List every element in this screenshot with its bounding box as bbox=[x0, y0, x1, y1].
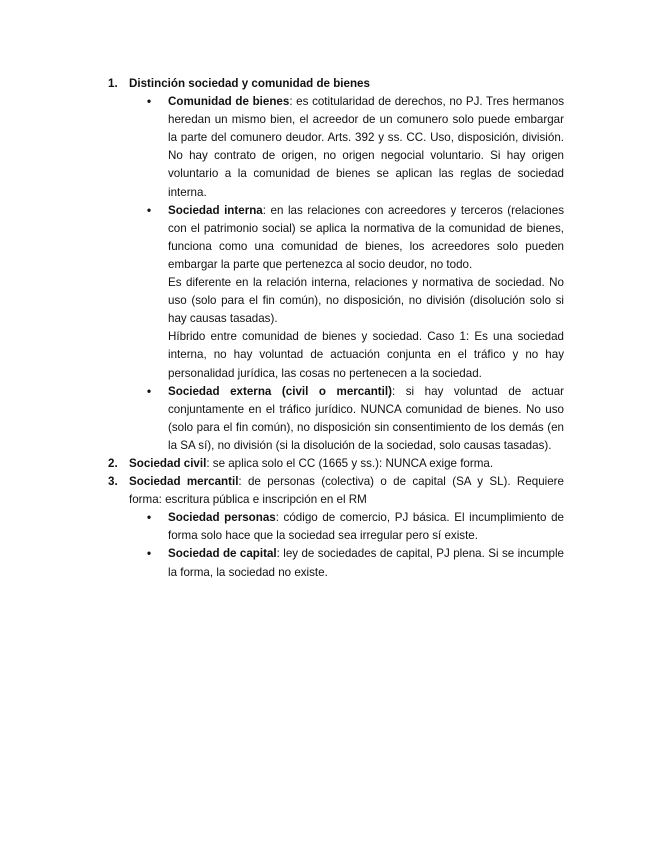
bullet-label: Comunidad de bienes bbox=[168, 95, 290, 109]
bullet-list bbox=[108, 93, 564, 455]
bullet-item-comunidad bbox=[108, 93, 564, 202]
section-title: Sociedad civil bbox=[129, 456, 207, 470]
bullet-text: : código de comercio, PJ básica. El incumplimiento de forma solo hace que la sociedad sea irregular pero sí existe. bbox=[168, 511, 564, 543]
list-number: 2. bbox=[108, 456, 118, 470]
bullet-item-sociedad-interna bbox=[108, 202, 564, 274]
list-item-1 bbox=[108, 75, 564, 93]
bullet-item-sociedad-externa bbox=[108, 383, 564, 455]
bullet-icon: • bbox=[147, 384, 152, 398]
section-text: : de personas (colectiva) o de capital (SA y SL). Requiere forma: escritura pública e inscripción en el RM bbox=[129, 475, 564, 507]
section-text: : se aplica solo el CC (1665 y ss.): NUNCA exige forma. bbox=[206, 456, 494, 470]
list-item-2 bbox=[108, 455, 564, 473]
bullet-label: Sociedad interna bbox=[168, 203, 263, 217]
bullet-label: Sociedad de capital bbox=[168, 547, 277, 561]
section-title: Distinción sociedad y comunidad de bienes bbox=[129, 77, 370, 90]
section-title: Sociedad mercantil bbox=[129, 475, 239, 489]
list-item-3 bbox=[108, 473, 564, 509]
bullet-list bbox=[108, 509, 564, 581]
bullet-item-sociedad-capital bbox=[108, 545, 564, 581]
bullet-icon: • bbox=[147, 511, 152, 525]
bullet-icon: • bbox=[147, 203, 152, 217]
bullet-text: : ley de sociedades de capital, PJ plena. Si se incumple la forma, la sociedad no existe. bbox=[168, 547, 564, 579]
bullet-text: : es cotitularidad de derechos, no PJ. Tres hermanos heredan un mismo bien, el acreedor de un comunero solo puede embargar la parte del comunero deudor. Arts. 392 y ss. CC. Uso, disposición, división. No hay contrato de origen, no origen negocial voluntario. Si hay origen voluntario a la comunidad de bienes se aplican las reglas de sociedad interna. bbox=[168, 95, 564, 199]
bullet-label: Sociedad externa (civil o mercantil) bbox=[168, 384, 392, 398]
list-number: 3. bbox=[108, 475, 118, 489]
bullet-label: Sociedad personas bbox=[168, 511, 276, 525]
bullet-item-sociedad-personas bbox=[108, 509, 564, 545]
bullet-icon: • bbox=[147, 547, 152, 561]
document-content bbox=[108, 75, 564, 582]
bullet-text: : si hay voluntad de actuar conjuntamente en el tráfico jurídico. NUNCA comunidad de bienes. No uso (solo para el fin común), no disposición sin consentimiento de los demás (en la SA sí), no división (si la disolución de la sociedad, solo causas tasadas). bbox=[168, 384, 564, 452]
bullet-text: : en las relaciones con acreedores y terceros (relaciones con el patrimonio social) se aplica la normativa de la comunidad de bienes, funciona como una comunidad de bienes, los acreedores solo pueden embargar la parte que pertenezca al socio deudor, no todo. bbox=[168, 203, 564, 271]
list-number: 1. bbox=[108, 77, 118, 90]
bullet-icon: • bbox=[147, 95, 152, 109]
paragraph-hibrido: Híbrido entre comunidad de bienes y sociedad. Caso 1: Es una sociedad interna, no hay voluntad de actuación conjunta en el tráfico y no hay personalidad jurídica, las cosas no pertenecen a la sociedad. bbox=[168, 330, 564, 380]
paragraph-relacion-interna: Es diferente en la relación interna, relaciones y normativa de sociedad. No uso (solo para el fin común), no disposición, no división (disolución solo si hay causas tasadas). bbox=[168, 276, 564, 326]
